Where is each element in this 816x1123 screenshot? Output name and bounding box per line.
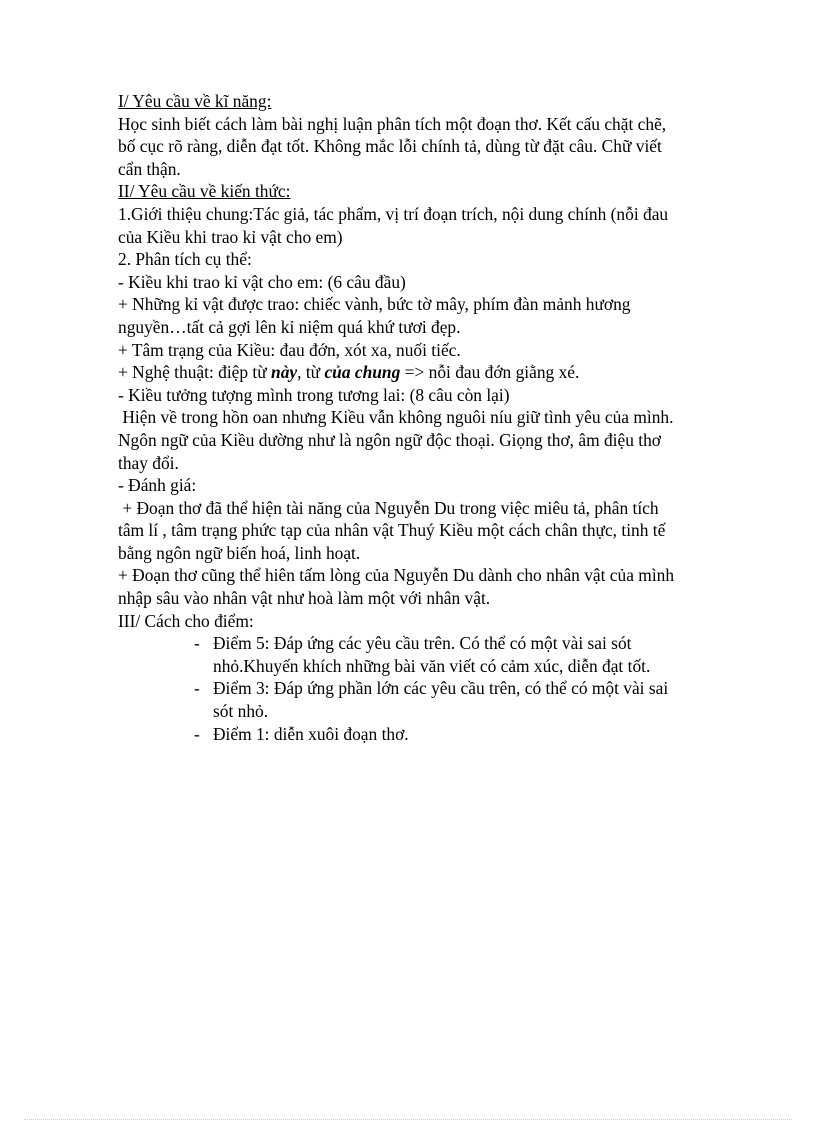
section-heading-knowledge: II/ Yêu cầu về kiến thức:	[118, 181, 291, 202]
page-bottom-rule	[24, 1119, 792, 1120]
paragraph-line: 1.Giới thiệu chung:Tác giả, tác phẩm, vị trí đoạn trích, nội dung chính (nỗi đau	[118, 203, 669, 224]
scoring-item	[118, 723, 728, 746]
paragraph-line: + Những kỉ vật được trao: chiếc vành, bức tờ mây, phím đàn mảnh hương	[118, 294, 631, 315]
paragraph-line: thay đổi.	[118, 452, 179, 473]
scoring-item	[118, 677, 728, 722]
emphasis-phrase: của chung	[324, 362, 401, 383]
paragraph-line: + Đoạn thơ đã thể hiện tài năng của Nguyễn Du trong việc miêu tả, phân tích	[118, 497, 659, 518]
art-mid: , từ	[297, 362, 325, 383]
paragraph-line: - Kiều khi trao kỉ vật cho em: (6 câu đầu)	[118, 271, 406, 292]
bullet-dash: -	[194, 723, 200, 744]
document-body	[118, 90, 728, 745]
scoring-item	[118, 632, 728, 677]
paragraph-line: Học sinh biết cách làm bài nghị luận phân tích một đoạn thơ. Kết cấu chặt chẽ,	[118, 113, 667, 134]
bullet-dash: -	[194, 678, 200, 699]
section-heading-skills: I/ Yêu cầu về kĩ năng:	[118, 91, 272, 111]
emphasis-word: này	[271, 362, 298, 383]
paragraph-line: Ngôn ngữ của Kiều dường như là ngôn ngữ độc thoại. Giọng thơ, âm điệu thơ	[118, 429, 661, 450]
scoring-text: Điểm 1: diễn xuôi đoạn thơ.	[213, 723, 409, 744]
scoring-text: nhỏ.Khuyến khích những bài văn viết có cảm xúc, diễn đạt tốt.	[213, 655, 651, 676]
scoring-text: Điểm 5: Đáp ứng các yêu cầu trên. Có thể có một vài sai sót	[213, 633, 632, 654]
paragraph-line: + Đoạn thơ cũng thể hiên tấm lòng của Nguyễn Du dành cho nhân vật của mình	[118, 565, 675, 586]
art-prefix: + Nghệ thuật: điệp từ	[118, 362, 272, 383]
art-technique-line	[118, 361, 728, 384]
paragraph-line: cẩn thận.	[118, 158, 181, 179]
scoring-text: sót nhỏ.	[213, 701, 269, 722]
paragraph-line: bằng ngôn ngữ biến hoá, linh hoạt.	[118, 542, 361, 563]
art-suffix: => nỗi đau đớn giằng xé.	[400, 362, 580, 383]
paragraph-line: - Kiều tưởng tượng mình trong tương lai: (8 câu còn lại)	[118, 384, 510, 405]
section-heading-scoring: III/ Cách cho điểm:	[118, 610, 254, 631]
bullet-dash: -	[194, 633, 200, 654]
paragraph-line: 2. Phân tích cụ thể:	[118, 249, 252, 270]
paragraph-line: Hiện về trong hồn oan nhưng Kiều vẫn không nguôi níu giữ tình yêu của mình.	[118, 407, 674, 428]
scoring-text: Điểm 3: Đáp ứng phần lớn các yêu cầu trên, có thể có một vài sai	[213, 678, 669, 699]
paragraph-line: bố cục rõ ràng, diễn đạt tốt. Không mắc lỗi chính tả, dùng từ đặt câu. Chữ viết	[118, 136, 662, 157]
paragraph-line: + Tâm trạng của Kiều: đau đớn, xót xa, nuối tiếc.	[118, 339, 461, 360]
paragraph-line: tâm lí , tâm trạng phức tạp của nhân vật Thuý Kiều một cách chân thực, tinh tế	[118, 520, 666, 541]
paragraph-line: nguyền…tất cả gợi lên kỉ niệm quá khứ tươi đẹp.	[118, 316, 461, 337]
paragraph-line: - Đánh giá:	[118, 475, 197, 496]
scoring-list	[118, 632, 728, 745]
paragraph-line: nhập sâu vào nhân vật như hoà làm một với nhân vật.	[118, 588, 491, 609]
paragraph-line: của Kiều khi trao kỉ vật cho em)	[118, 226, 343, 247]
